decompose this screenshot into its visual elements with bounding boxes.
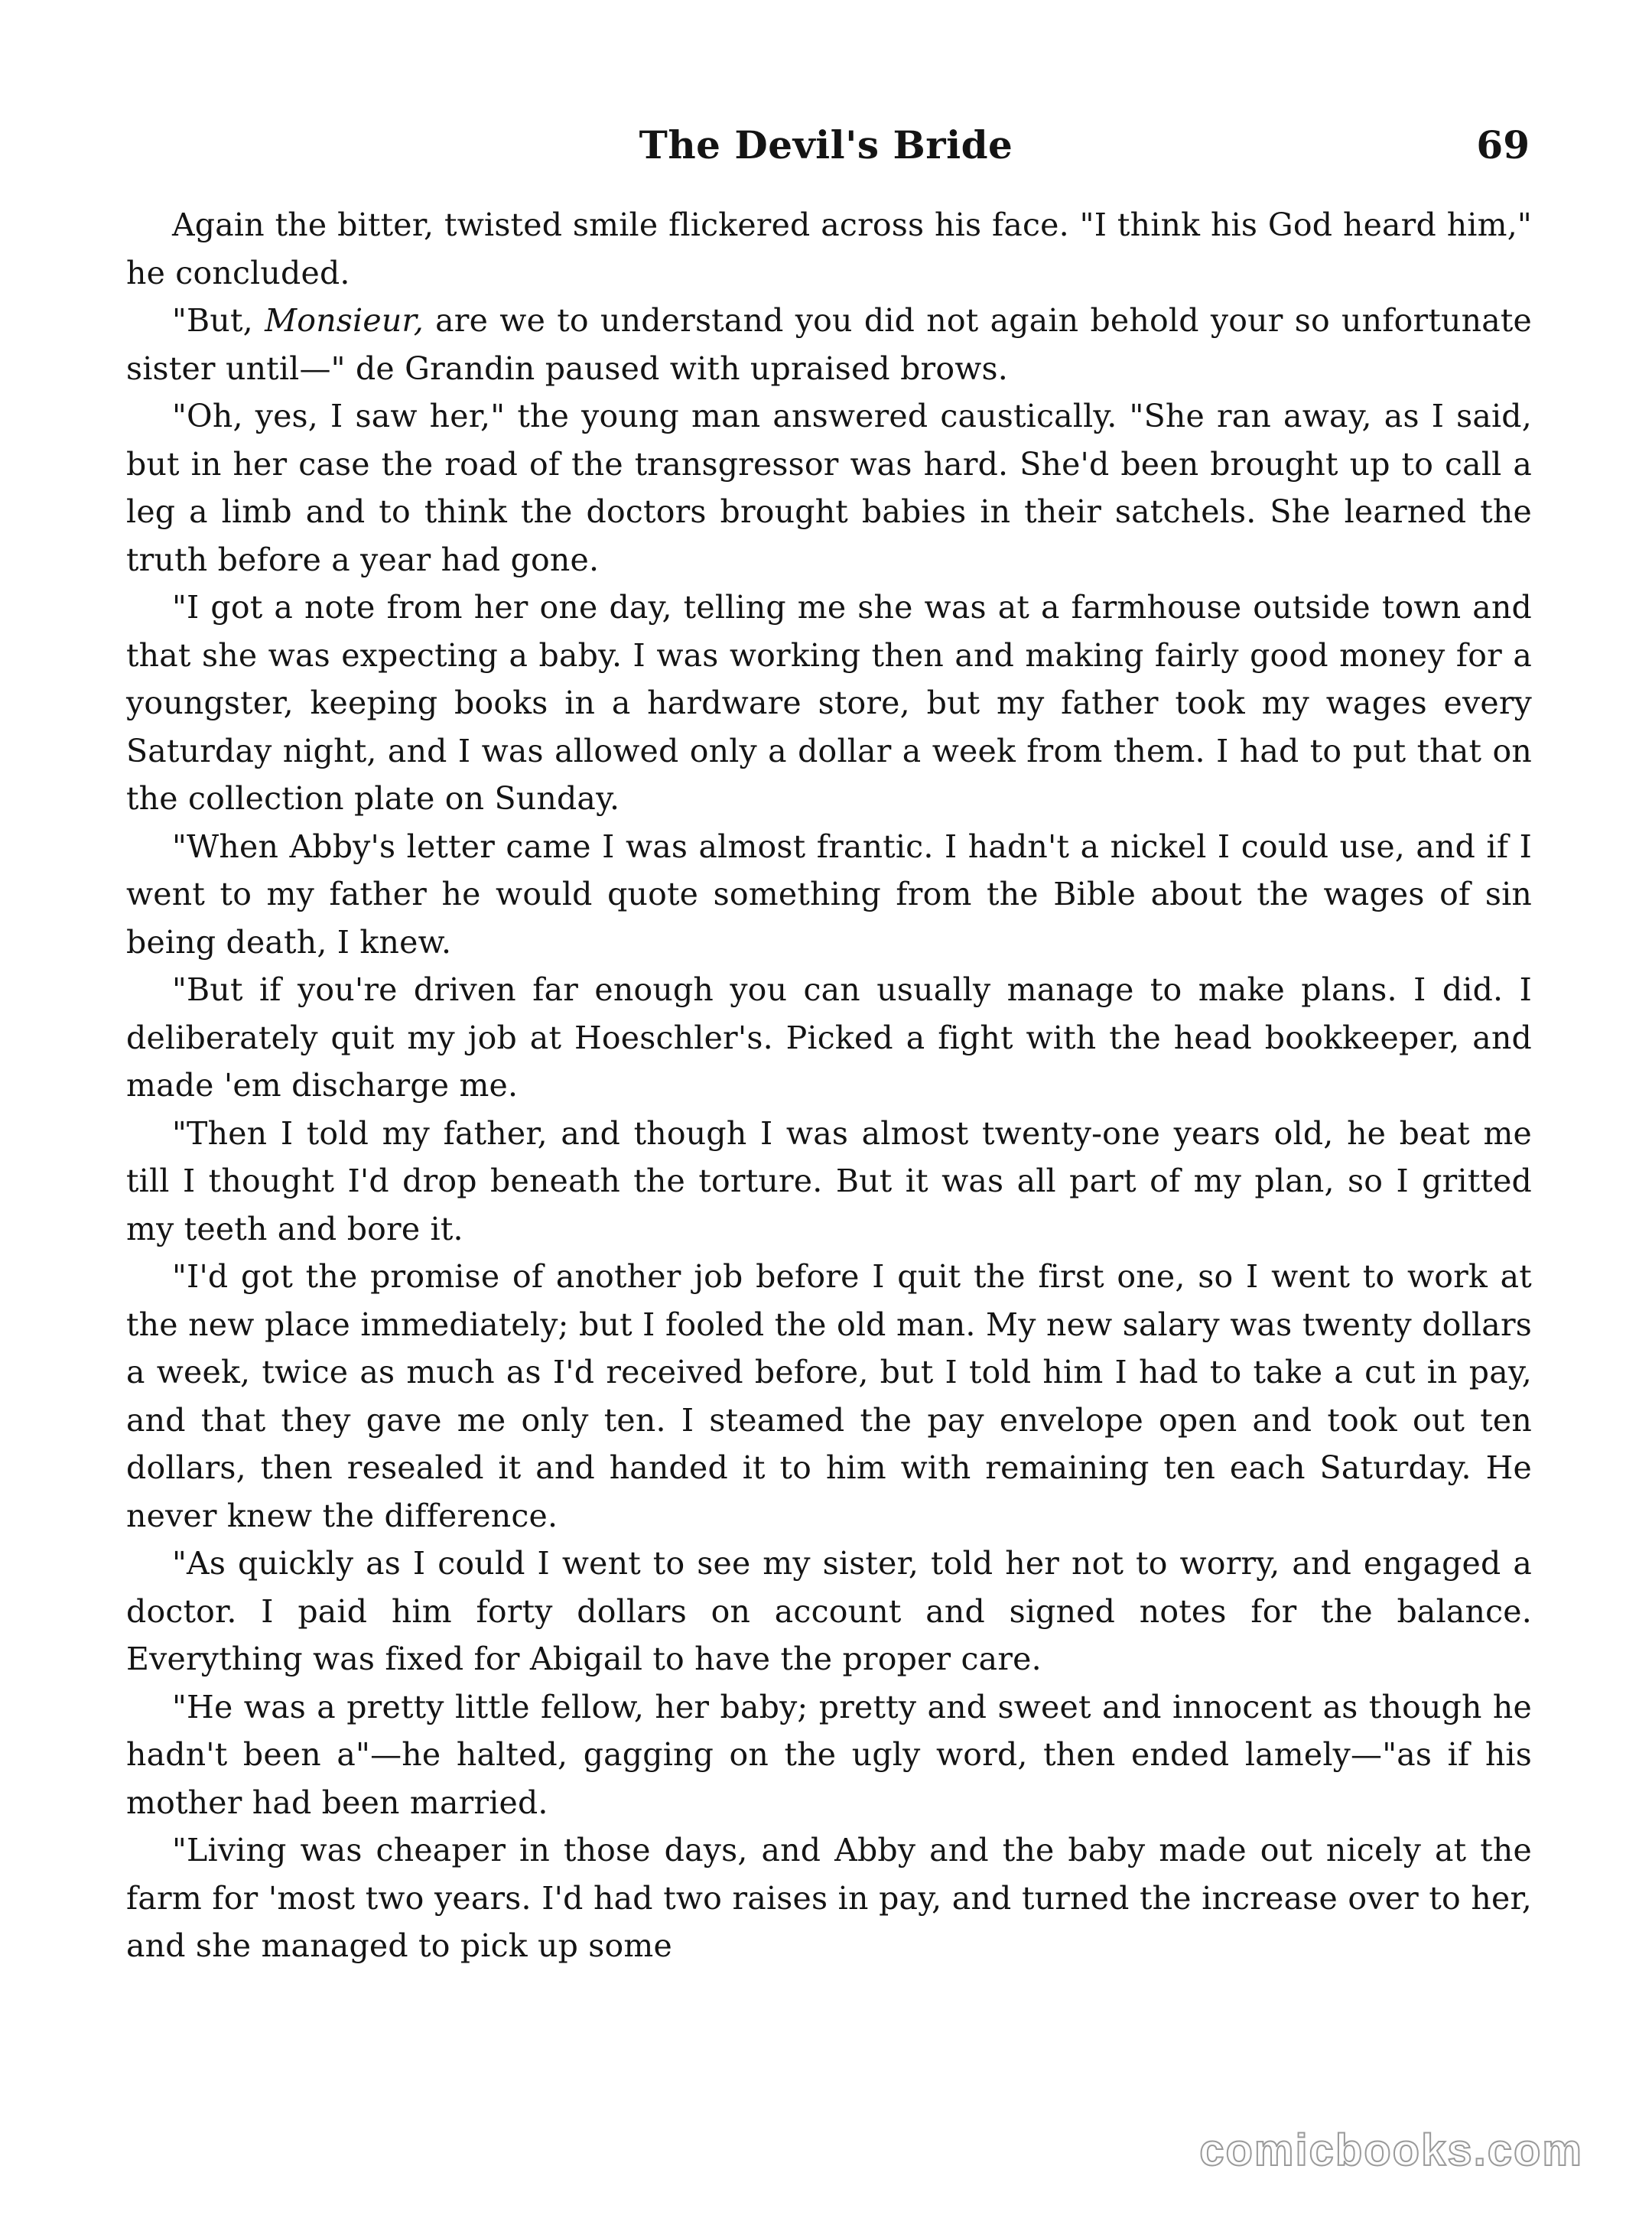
paragraph: "As quickly as I could I went to see my sister, told her not to worry, and engaged a doctor. I paid him forty dollars on account and signed notes for the balance. Everything was fixed for Abigail to have the proper care. (126, 1545, 1532, 1677)
running-header (122, 115, 1530, 176)
paragraph: "Living was cheaper in those days, and Abby and the baby made out nicely at the farm for 'most two years. I'd had two raises in pay, and turned the increase over to her, and she managed to pick up some (126, 1832, 1532, 1964)
paragraph-text: are we to understand you did not again behold your so unfortunate sister until—" de Grandin paused with upraised brows. (126, 302, 1532, 387)
paragraph: "When Abby's letter came I was almost frantic. I hadn't a nickel I could use, and if I went to my father he would quote something from the Bible about the wages of sin being death, I knew. (126, 828, 1532, 961)
italic-word: Monsieur, (265, 302, 424, 339)
paragraph: "Oh, yes, I saw her," the young man answered caustically. "She ran away, as I said, but in her case the road of the transgressor was hard. She'd been brought up to call a leg a limb and to think the doctors brought babies in their satchels. She learned the truth before a year had gone. (126, 398, 1532, 578)
paragraph: "He was a pretty little fellow, her baby; pretty and sweet and innocent as though he hadn't been a"—he halted, gagging on the ugly word, then ended lamely—"as if his mother had been married. (126, 1688, 1532, 1821)
paragraph-text: "But, (172, 302, 265, 339)
paragraph: "I got a note from her one day, telling me she was at a farmhouse outside town and that she was expecting a baby. I was working then and making fairly good money for a youngster, keeping books in a hardware store, but my father took my wages every Saturday night, and I was allowed only a dollar a week from them. I had to put that on the collection plate on Sunday. (126, 589, 1532, 817)
paragraph (126, 297, 1532, 392)
running-title: The Devil's Bride (639, 122, 1013, 167)
page-number: 69 (1476, 122, 1530, 167)
watermark: comicbooks.com (1199, 2125, 1583, 2175)
paragraph: Again the bitter, twisted smile flickered across his face. "I think his God heard him," he concluded. (126, 207, 1532, 291)
paragraph: "But if you're driven far enough you can usually manage to make plans. I did. I deliberately quit my job at Hoeschler's. Picked a fight with the head bookkeeper, and made 'em discharge me. (126, 971, 1532, 1104)
paragraph: "I'd got the promise of another job before I quit the first one, so I went to work at the new place immediately; but I fooled the old man. My new salary was twenty dollars a week, twice as much as I'd received before, but I told him I had to take a cut in pay, and that they gave me only ten. I steamed the pay envelope open and took out ten dollars, then resealed it and handed it to him with remaining ten each Saturday. He never knew the difference. (126, 1258, 1532, 1534)
paragraph: "Then I told my father, and though I was almost twenty-one years old, he beat me till I thought I'd drop beneath the torture. But it was all part of my plan, so I gritted my teeth and bore it. (126, 1114, 1532, 1247)
body-text (126, 201, 1532, 1970)
